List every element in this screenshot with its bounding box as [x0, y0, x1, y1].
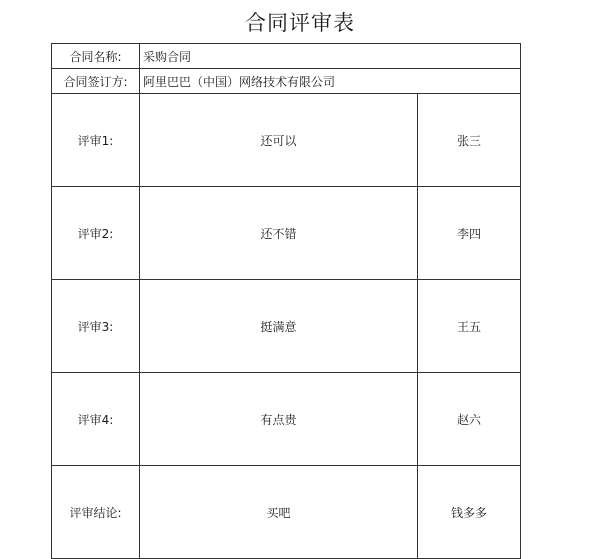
signing-party-row — [52, 69, 521, 94]
contract-name-value: 采购合同 — [140, 44, 521, 69]
review-comment: 还不错 — [140, 187, 418, 280]
reviewer-name: 李四 — [418, 187, 521, 280]
reviewer-name: 赵六 — [418, 373, 521, 466]
conclusion-row — [52, 466, 521, 559]
review-comment: 有点贵 — [140, 373, 418, 466]
reviewer-name: 张三 — [418, 94, 521, 187]
review-row — [52, 280, 521, 373]
conclusion-reviewer: 钱多多 — [418, 466, 521, 559]
contract-name-row — [52, 44, 521, 69]
review-label: 评审3: — [52, 280, 140, 373]
page-title: 合同评审表 — [245, 11, 355, 35]
contract-name-label: 合同名称: — [52, 44, 140, 69]
review-label: 评审2: — [52, 187, 140, 280]
signing-party-value: 阿里巴巴（中国）网络技术有限公司 — [140, 69, 521, 94]
conclusion-comment: 买吧 — [140, 466, 418, 559]
conclusion-label: 评审结论: — [52, 466, 140, 559]
signing-party-label: 合同签订方: — [52, 69, 140, 94]
review-row — [52, 373, 521, 466]
review-table — [51, 43, 521, 559]
review-row — [52, 94, 521, 187]
review-comment: 还可以 — [140, 94, 418, 187]
review-label: 评审4: — [52, 373, 140, 466]
review-label: 评审1: — [52, 94, 140, 187]
review-comment: 挺满意 — [140, 280, 418, 373]
reviewer-name: 王五 — [418, 280, 521, 373]
review-row — [52, 187, 521, 280]
